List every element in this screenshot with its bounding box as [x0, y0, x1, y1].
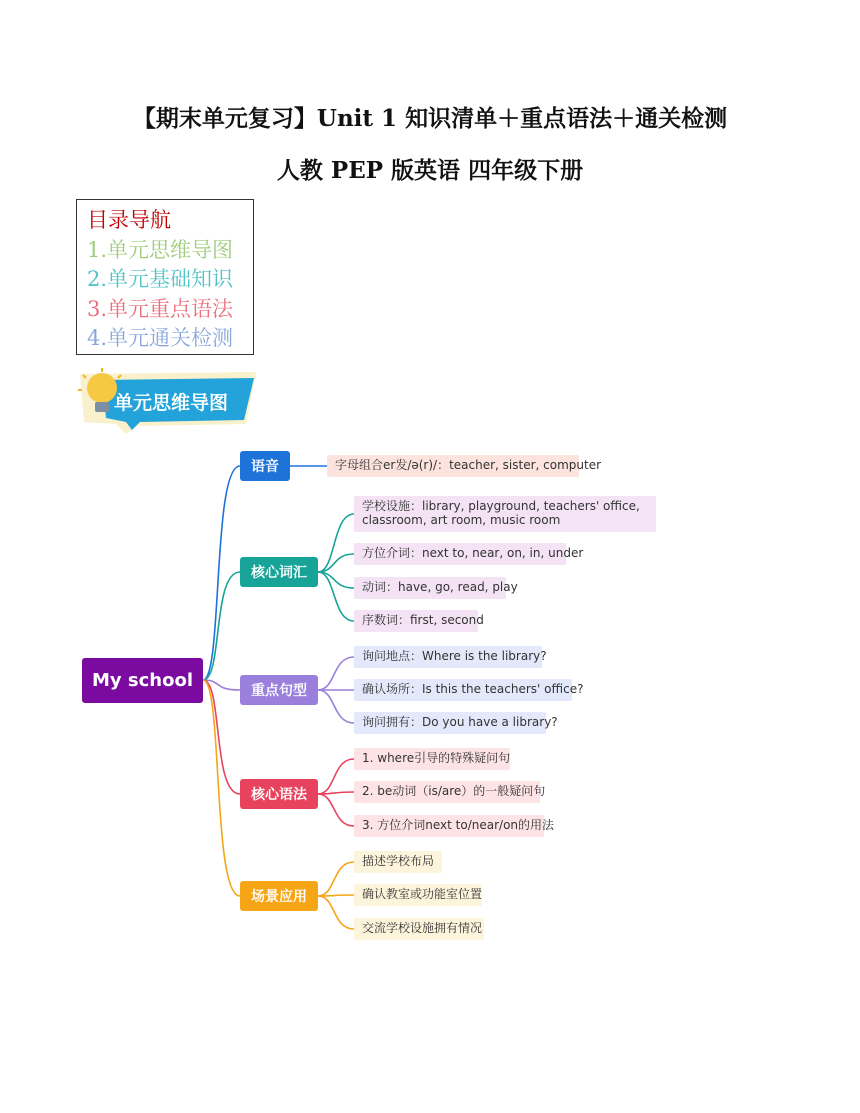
toc-item-grammar[interactable]: 3.单元重点语法	[87, 296, 234, 321]
leaf-node: 确认场所：Is this the teachers' office?	[354, 679, 572, 701]
toc-item-basics[interactable]: 2.单元基础知识	[87, 267, 234, 291]
leaf-connector	[318, 690, 354, 723]
branch-connector	[203, 680, 240, 896]
leaf-node: 1. where引导的特殊疑问句	[354, 748, 510, 770]
leaf-node: 字母组合er发/ə(r)/：teacher, sister, computer	[327, 455, 579, 477]
branch-node: 重点句型	[240, 675, 318, 705]
leaf-node: 描述学校布局	[354, 851, 442, 873]
toc-heading: 目录导航	[87, 208, 171, 232]
branch-node: 场景应用	[240, 881, 318, 911]
leaf-connector	[318, 759, 354, 794]
leaf-node: 3. 方位介词next to/near/on的用法	[354, 815, 544, 837]
document-title: 【期末单元复习】Unit 1 知识清单＋重点语法＋通关检测	[132, 105, 728, 132]
leaf-node: 询问拥有：Do you have a library?	[354, 712, 546, 734]
leaf-node: 动词：have, go, read, play	[354, 577, 506, 599]
branch-node: 核心词汇	[240, 557, 318, 587]
banner-label: 单元思维导图	[114, 392, 229, 414]
toc-item-mindmap[interactable]: 1.单元思维导图	[87, 237, 234, 262]
leaf-connector	[318, 514, 354, 572]
root-node: My school	[82, 658, 203, 703]
leaf-connector	[318, 896, 354, 929]
leaf-node: 交流学校设施拥有情况	[354, 918, 484, 940]
document-subtitle: 人教 PEP 版英语 四年级下册	[276, 157, 584, 184]
toc-item-test[interactable]: 4.单元通关检测	[87, 326, 234, 350]
leaf-connector	[318, 794, 354, 826]
leaf-node: 2. be动词（is/are）的一般疑问句	[354, 781, 540, 803]
leaf-connector	[318, 862, 354, 896]
leaf-node: 方位介词：next to, near, on, in, under	[354, 543, 566, 565]
leaf-node: 序数词：first, second	[354, 610, 478, 632]
branch-node: 语音	[240, 451, 290, 481]
leaf-connector	[318, 572, 354, 621]
leaf-node: 询问地点：Where is the library?	[354, 646, 542, 668]
branch-connector	[203, 572, 240, 680]
branch-node: 核心语法	[240, 779, 318, 809]
leaf-node: 确认教室或功能室位置	[354, 884, 482, 906]
leaf-node: 学校设施：library, playground, teachers' office, classroom, art room, music room	[354, 496, 656, 532]
leaf-connector	[318, 657, 354, 690]
branch-connector	[203, 680, 240, 794]
